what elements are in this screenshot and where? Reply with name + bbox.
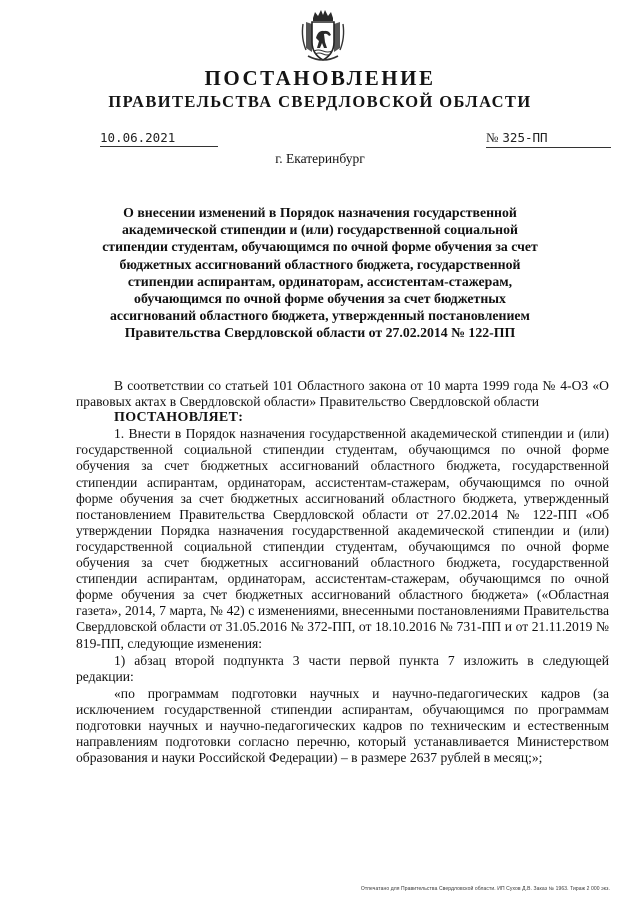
number-sign: № <box>486 130 499 145</box>
issuer-subtitle: ПРАВИТЕЛЬСТВА СВЕРДЛОВСКОЙ ОБЛАСТИ <box>108 92 532 111</box>
city-line: г. Екатеринбург <box>275 151 365 166</box>
document-number: 325-ПП <box>502 130 548 145</box>
paragraph-2: 1) абзац второй подпункта 3 части первой пункта 7 изложить в следующей редакции: <box>76 652 609 684</box>
paragraph-3: «по программам подготовки научных и научно-педагогических кадров (за исключением государственной стипендии аспирантам, обучающимся по программам подготовки научных и научно-педагогических кадров по техническим и естественным направлениям подготовки согласно перечню, который устанавливается Министерством образования и науки Российской Федерации) – в размере 2637 рублей в месяц;»; <box>76 685 609 766</box>
decree-word: ПОСТАНОВЛЯЕТ: <box>114 410 244 426</box>
paragraph-1: 1. Внести в Порядок назначения государственной академической стипендии и (или) государственной социальной стипендии студентам, обучающимся по очной форме обучения за счет бюджетных ассигнований областного бюджета, государственной стипендии аспирантам, ординаторам, ассистентам-стажерам, обучающимся по очной форме обучения за счет бюджетных ассигнований областного бюджета, утвержденный постановлением Правительства Свердловской области от 27.02.2014 № 122-ПП «Об утверждении Порядка назначения государственной академической стипендии и (или) государственной социальной стипендии студентам, обучающимся по очной форме обучения за счет бюджетных ассигнований областного бюджета, государственной стипендии аспирантам, ординаторам, ассистентам-стажерам, обучающимся по очной форме обучения за счет бюджетных ассигнований областного бюджета» («Областная газета», 2014, 7 марта, № 42) с изменениями, внесенными постановлениями Правительства Свердловской области от 31.05.2016 № 372-ПП, от 18.10.2016 № 731-ПП и от 21.11.2019 № 819-ПП, следующие изменения: <box>76 426 609 651</box>
intro-paragraph: В соответствии со статьей 101 Областного закона от 10 марта 1999 года № 4-ОЗ «О правовых актах в Свердловской области» Правительство Свердловской области <box>76 378 609 410</box>
document-number-field <box>486 130 611 148</box>
document-date: 10.06.2021 <box>100 130 218 147</box>
document-type-title: ПОСТАНОВЛЕНИЕ <box>204 66 436 90</box>
document-body <box>76 378 609 766</box>
sverdlovsk-coat-of-arms-icon <box>300 8 346 64</box>
document-heading: О внесении изменений в Порядок назначения государственной академической стипендии и (или) государственной социальной стипендии студентам, обучающимся по очной форме обучения за счет бюджетных ассигнований областного бюджета, государственной стипендии аспирантам, ординаторам, ассистентам-стажерам, обучающимся по очной форме обучения за счет бюджетных ассигнований областного бюджета, утвержденный постановлением Правительства Свердловской области от 27.02.2014 № 122-ПП <box>102 205 538 341</box>
print-note: Отпечатано для Правительства Свердловской области. ИП Сухов Д.В. Заказ № 1963. Тираж 2 000 экз. <box>360 886 610 892</box>
